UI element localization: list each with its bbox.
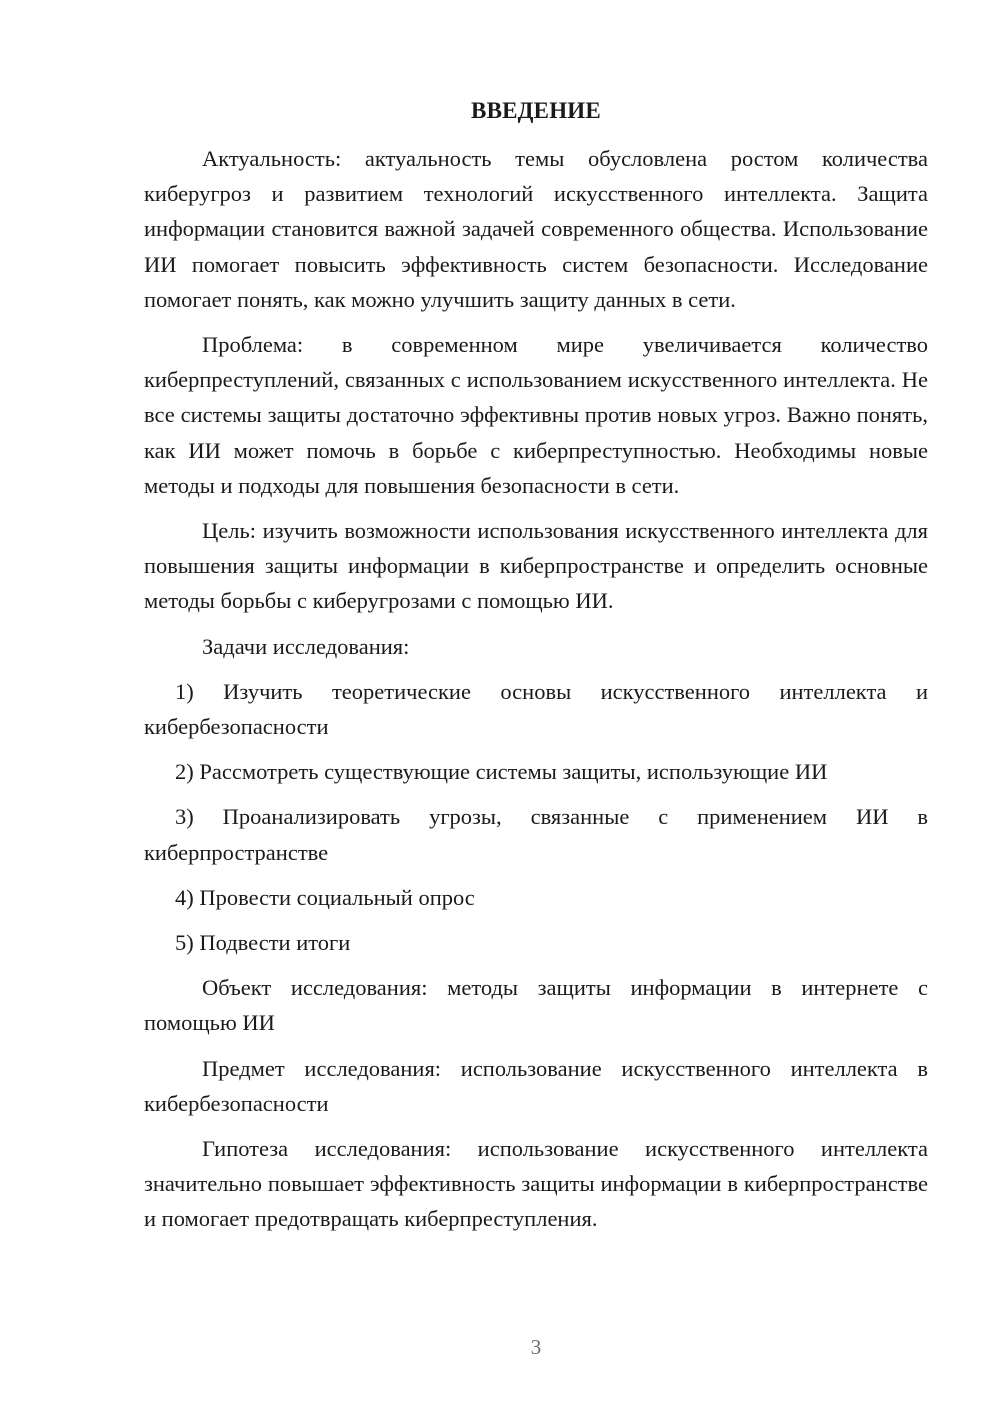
paragraph-hypothesis: Гипотеза исследования: использование искусственного интеллекта значительно повышает эффективность защиты информации в киберпространстве и помогает предотвращать киберпреступления.: [144, 1136, 928, 1232]
paragraph-goal: Цель: изучить возможности использования искусственного интеллекта для повышения защиты информации в киберпространстве и определить основные методы борьбы с киберугрозами с помощью ИИ.: [144, 518, 928, 614]
task-item-3: 3) Проанализировать угрозы, связанные с применением ИИ в киберпространстве: [144, 804, 928, 865]
paragraph-tasks-heading: Задачи исследования:: [202, 633, 410, 659]
page-title: ВВЕДЕНИЕ: [471, 98, 601, 123]
task-item-5: 5) Подвести итоги: [175, 930, 351, 956]
task-item-4: 4) Провести социальный опрос: [175, 884, 475, 910]
paragraph-problem: Проблема: в современном мире увеличивается количество киберпреступлений, связанных с использованием искусственного интеллекта. Не все системы защиты достаточно эффективны против новых угроз. Важно понять, как ИИ может помочь в борьбе с киберпреступностью. Необходимы новые методы и подходы для повышения безопасности в сети.: [144, 332, 928, 498]
page-number: 3: [530, 1335, 542, 1359]
task-item-1: 1) Изучить теоретические основы искусственного интеллекта и кибербезопасности: [144, 678, 928, 740]
paragraph-subject: Предмет исследования: использование искусственного интеллекта в кибербезопасности: [144, 1055, 928, 1116]
paragraph-object: Объект исследования: методы защиты информации в интернете с помощью ИИ: [144, 975, 928, 1036]
task-item-2: 2) Рассмотреть существующие системы защиты, использующие ИИ: [175, 759, 828, 785]
document-body: [144, 141, 928, 1247]
paragraph-relevance: Актуальность: актуальность темы обусловлена ростом количества киберугроз и развитием технологий искусственного интеллекта. Защита информации становится важной задачей современного общества. Использование ИИ помогает повысить эффективность систем безопасности. Исследование помогает понять, как можно улучшить защиту данных в сети.: [144, 146, 928, 312]
